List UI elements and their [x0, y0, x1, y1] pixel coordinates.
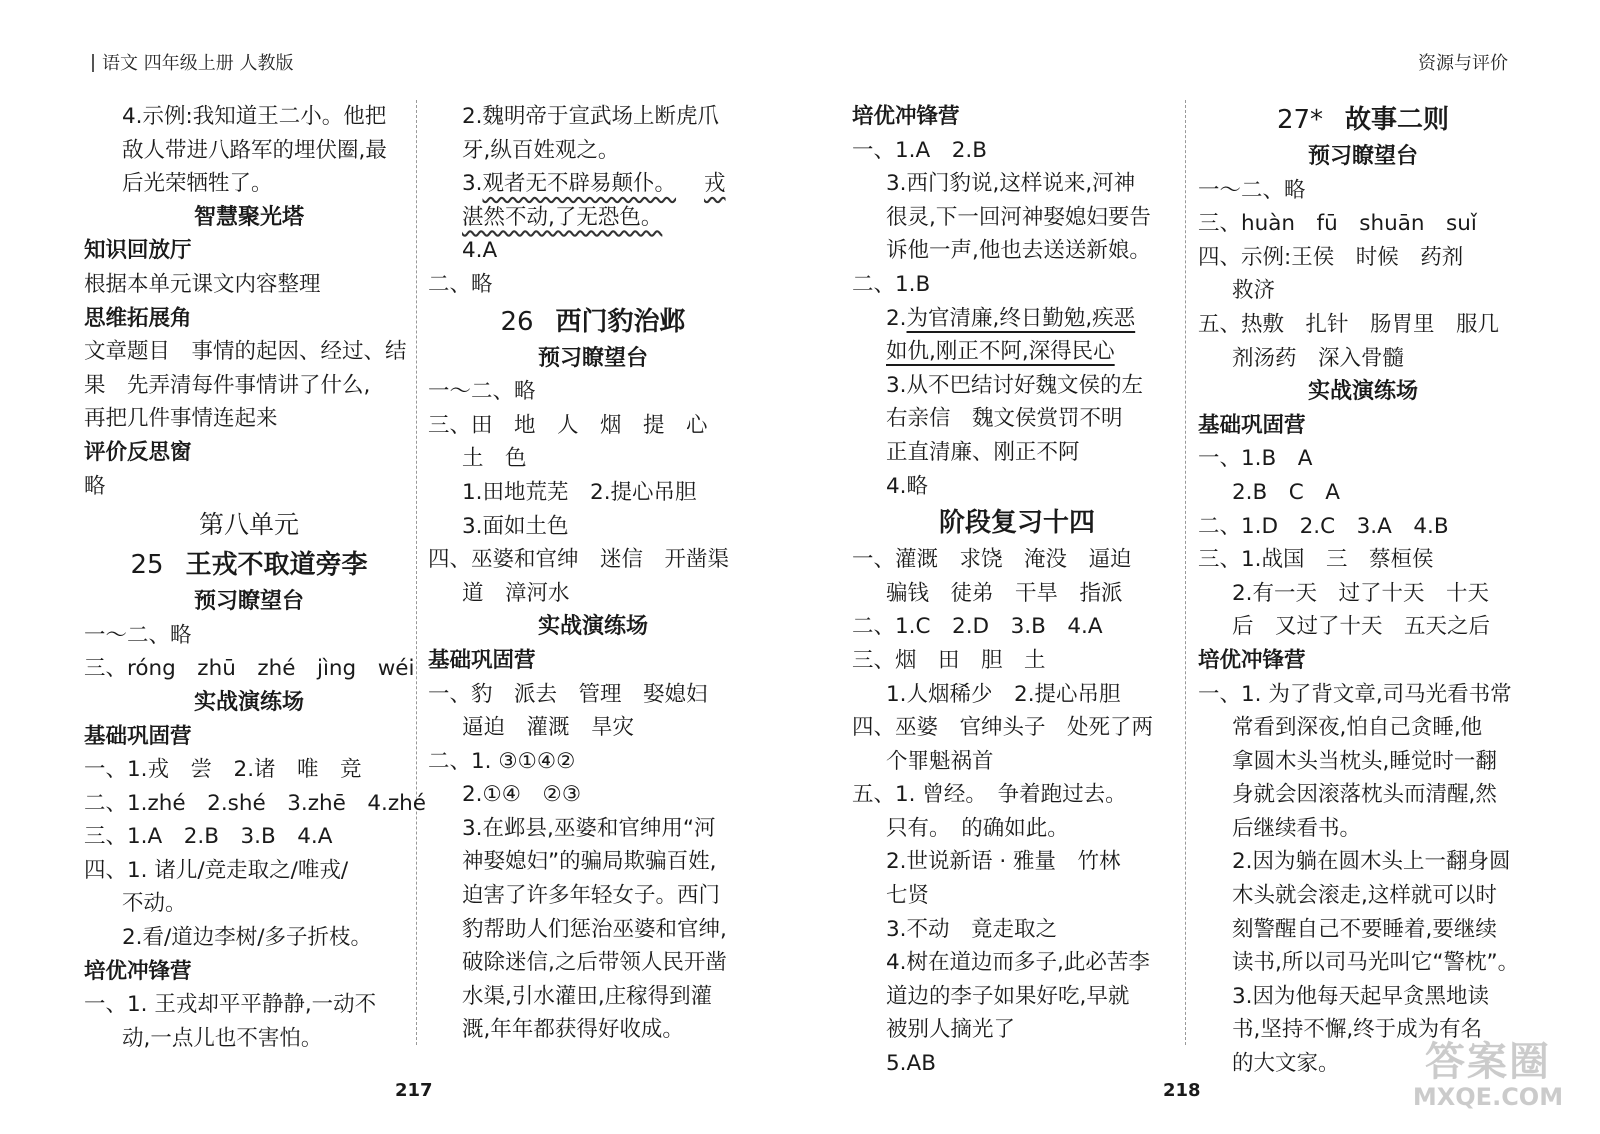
answer-line: 2.B C A — [1232, 479, 1340, 505]
answer-line: 二、1.zhé 2.shé 3.zhē 4.zhé — [84, 790, 427, 816]
answer-line: 4.示例:我知道王二小。他把 — [122, 104, 387, 129]
answer-line: 后光荣牺牲了。 — [122, 171, 273, 197]
answer-line: 破除迷信,之后带领人民开凿 — [462, 950, 727, 976]
underlined-text: 如仇,刚正不阿,深得民心 — [886, 339, 1115, 365]
watermark-logo: 答案圈 — [1425, 1039, 1551, 1085]
answer-line: 诉他一声,他也去送送新娘。 — [886, 238, 1151, 264]
answer-line: 1.田地荒芜 2.提心吊胆 — [462, 479, 697, 505]
section-heading: 预习瞭望台 — [537, 345, 648, 371]
answer-line: 一～二、略 — [428, 379, 536, 405]
subsection-heading: 基础巩固营 — [1198, 412, 1306, 438]
answer-number: 2. — [886, 305, 907, 331]
wavy-underlined-text: 观者无不辟易颠仆。 — [482, 171, 677, 197]
subsection-heading: 思维拓展角 — [84, 305, 192, 331]
header-bar — [92, 54, 94, 72]
answer-line: 三、1.A 2.B 3.B 4.A — [84, 824, 333, 850]
answer-line: 2.魏明帝于宣武场上断虎爪 — [462, 104, 720, 129]
answer-line: 略 — [84, 473, 106, 499]
answer-line: 3.在邺县,巫婆和官绅用“河 — [462, 815, 716, 841]
answer-line: 一、豹 派去 管理 娶媳妇 — [428, 681, 708, 707]
subsection-heading: 评价反思窗 — [84, 439, 192, 465]
answer-line: 道 漳河水 — [462, 580, 570, 606]
subsection-heading: 培优冲锋营 — [84, 958, 192, 984]
answer-line: 一、1.B A — [1198, 446, 1313, 472]
answer-line: 骗钱 徒弟 干旱 指派 — [886, 580, 1123, 606]
answer-line: 2.因为躺在圆木头上一翻身圆 — [1232, 849, 1511, 875]
answer-line: 4.树在道边而多子,此必苦李 — [886, 950, 1150, 976]
answer-line: 一、1. 王戎却平平静静,一动不 — [84, 992, 377, 1018]
answer-line: 3.不动 竟走取之 — [886, 916, 1058, 942]
answer-line: 果 先弄清每件事情讲了什么, — [84, 372, 371, 398]
answer-line: 很灵,下一回河神娶媳妇要告 — [886, 204, 1151, 230]
answer-line: 剂汤药 深入骨髓 — [1232, 345, 1405, 371]
lesson-title — [84, 545, 414, 585]
answer-line: 后继续看书。 — [1232, 815, 1362, 841]
lesson-name: 西门豹治邺 — [555, 306, 686, 337]
answer-line: 书,坚持不懈,终于成为有名 — [1232, 1017, 1483, 1043]
answer-line: 牙,纵百姓观之。 — [462, 137, 620, 163]
answer-line: 木头就会滚走,这样就可以时 — [1232, 883, 1497, 909]
answer-line: 常看到深夜,怕自己贪睡,他 — [1232, 715, 1483, 741]
underlined-text: 为官清廉,终日勤勉,疾恶 — [906, 305, 1136, 331]
section-heading: 实战演练场 — [1307, 379, 1418, 405]
answer-line: 3.面如土色 — [462, 513, 569, 539]
header-left — [92, 49, 293, 75]
answer-line: 溉,年年都获得好收成。 — [462, 1017, 684, 1043]
answer-line: 2.世说新语 · 雅量 竹林 — [886, 849, 1121, 875]
answer-line: 一、灌溉 求饶 淹没 逼迫 — [852, 547, 1132, 573]
section-heading: 预习瞭望台 — [1307, 144, 1418, 169]
column-divider-left — [416, 100, 417, 1045]
answer-line: 四、巫婆和官绅 迷信 开凿渠 — [428, 547, 730, 573]
answer-line: 二、1. ③①④② — [428, 748, 576, 774]
answer-line: 道边的李子如果好吃,早就 — [886, 983, 1130, 1009]
answer-line: 一、1.A 2.B — [852, 137, 987, 163]
answer-line: 三、róng zhū zhé jìng wéi — [84, 656, 415, 682]
lesson-number: 25 — [130, 550, 164, 581]
section-heading: 实战演练场 — [537, 614, 648, 640]
unit-title: 第八单元 — [198, 510, 299, 540]
answer-line — [852, 335, 1182, 369]
answer-line: 敌人带进八路军的埋伏圈,最 — [122, 137, 387, 163]
header-book-title: 语文 四年级上册 人教版 — [102, 53, 294, 74]
subsection-heading: 培优冲锋营 — [1198, 647, 1306, 673]
answer-line: 三、烟 田 胆 土 — [852, 647, 1046, 673]
section-heading: 智慧聚光塔 — [193, 204, 304, 230]
answer-line: 个罪魁祸首 — [886, 748, 994, 774]
answer-line: 土 色 — [462, 446, 527, 472]
answer-line: 五、热敷 扎针 肠胃里 服几 — [1198, 311, 1500, 337]
answer-line: 只有。 的确如此。 — [886, 815, 1069, 841]
answer-line: 三、huàn fū shuān suǐ — [1198, 211, 1477, 237]
answer-line: 2.看/道边李树/多子折枝。 — [122, 925, 373, 951]
answer-line: 四、1. 诸儿/竞走取之/唯戎/ — [84, 857, 349, 883]
answer-line: 二、略 — [428, 271, 493, 297]
lesson-title — [1198, 100, 1528, 140]
answer-line: 逼迫 灌溉 旱灾 — [462, 715, 635, 741]
lesson-title — [428, 302, 758, 342]
answer-line: 再把几件事情连起来 — [84, 406, 278, 432]
answer-line: 二、1.D 2.C 3.A 4.B — [1198, 513, 1449, 539]
lesson-number: 26 — [500, 306, 534, 337]
answer-line: 3.从不巴结讨好魏文侯的左 — [886, 372, 1144, 398]
answer-line: 右亲信 魏文侯赏罚不明 — [886, 406, 1123, 432]
answer-number: 3. — [462, 171, 483, 197]
answer-line: 五、1. 曾经。 争着跑过去。 — [852, 782, 1127, 808]
answer-line: 七贤 — [886, 883, 930, 909]
answer-line: 4.略 — [886, 473, 929, 499]
answer-line: 根据本单元课文内容整理 — [84, 271, 321, 297]
answer-line: 刻警醒自己不要睡着,要继续 — [1232, 916, 1497, 942]
answer-line: 一、1. 为了背文章,司马光看书常 — [1198, 681, 1512, 707]
answer-line: 四、示例:王侯 时候 药剂 — [1198, 244, 1464, 270]
answer-line — [428, 167, 758, 201]
answer-line: 正直清廉、刚正不阿 — [886, 439, 1080, 465]
answer-line: 拿圆木头当枕头,睡觉时一翻 — [1232, 748, 1497, 774]
answer-line: 4.A — [462, 238, 498, 264]
page-number-left: 217 — [395, 1080, 433, 1101]
answer-line: 二、1.B — [852, 271, 931, 297]
answer-line: 救济 — [1232, 278, 1276, 304]
subsection-heading: 培优冲锋营 — [852, 104, 960, 129]
page-number-right: 218 — [1163, 1080, 1201, 1101]
watermark — [1404, 1040, 1572, 1114]
answer-line: 2.有一天 过了十天 十天 — [1232, 580, 1490, 606]
answer-line: 身就会因滚落枕头而清醒,然 — [1232, 782, 1497, 808]
wavy-underlined-text: 戎 — [704, 171, 726, 197]
answer-line: 1.人烟稀少 2.提心吊胆 — [886, 681, 1121, 707]
header-right: 资源与评价 — [1418, 53, 1508, 74]
answer-line: 3.因为他每天起早贪黑地读 — [1232, 983, 1490, 1009]
answer-line: 被别人摘光了 — [886, 1017, 1016, 1043]
answer-line: 后 又过了十天 五天之后 — [1232, 614, 1491, 640]
lesson-number: 27* — [1276, 105, 1324, 135]
review-title: 阶段复习十四 — [938, 508, 1095, 539]
answer-line: 二、1.C 2.D 3.B 4.A — [852, 614, 1103, 640]
page-218-column-1 — [852, 100, 1182, 1081]
answer-line: 的大文家。 — [1232, 1051, 1340, 1077]
answer-line: 水渠,引水灌田,庄稼得到灌 — [462, 983, 713, 1009]
answer-line: 动,一点儿也不害怕。 — [122, 1025, 323, 1051]
page-217-column-2 — [428, 100, 758, 1047]
wavy-underlined-text: 湛然不动,了无恐色。 — [462, 204, 663, 230]
answer-line: 不动。 — [122, 891, 187, 917]
answer-line: 2.①④ ②③ — [462, 782, 582, 808]
answer-line — [428, 201, 758, 235]
answer-line: 一～二、略 — [1198, 177, 1306, 203]
answer-line: 一、1.戎 尝 2.诸 唯 竞 — [84, 757, 362, 783]
watermark-url: MXQE.COM — [1412, 1083, 1564, 1111]
answer-line: 三、1.战国 三 蔡桓侯 — [1198, 547, 1434, 573]
answer-line — [852, 302, 1182, 336]
page-218-column-2 — [1198, 100, 1528, 1081]
column-divider-right — [1185, 100, 1186, 1045]
page-217-column-1 — [84, 100, 427, 1055]
subsection-heading: 知识回放厅 — [84, 238, 192, 264]
answer-line: 文章题目 事情的起因、经过、结 — [84, 339, 407, 365]
section-heading: 预习瞭望台 — [193, 589, 304, 615]
subsection-heading: 基础巩固营 — [428, 647, 536, 673]
section-heading: 实战演练场 — [193, 689, 304, 715]
answer-line: 神娶媳妇”的骗局欺骗百姓, — [462, 849, 717, 875]
answer-line: 读书,所以司马光叫它“警枕”。 — [1232, 950, 1520, 976]
answer-line: 3.西门豹说,这样说来,河神 — [886, 171, 1136, 197]
answer-line: 迫害了许多年轻女子。西门 — [462, 883, 721, 909]
lesson-name: 王戎不取道旁李 — [185, 550, 368, 581]
subsection-heading: 基础巩固营 — [84, 723, 192, 749]
answer-line: 一～二、略 — [84, 622, 192, 648]
answer-line: 豹帮助人们惩治巫婆和官绅, — [462, 916, 727, 942]
answer-line: 四、巫婆 官绅头子 处死了两 — [852, 715, 1154, 741]
answer-line: 三、田 地 人 烟 提 心 — [428, 412, 708, 438]
lesson-name: 故事二则 — [1345, 105, 1450, 135]
answer-line: 5.AB — [886, 1051, 936, 1077]
